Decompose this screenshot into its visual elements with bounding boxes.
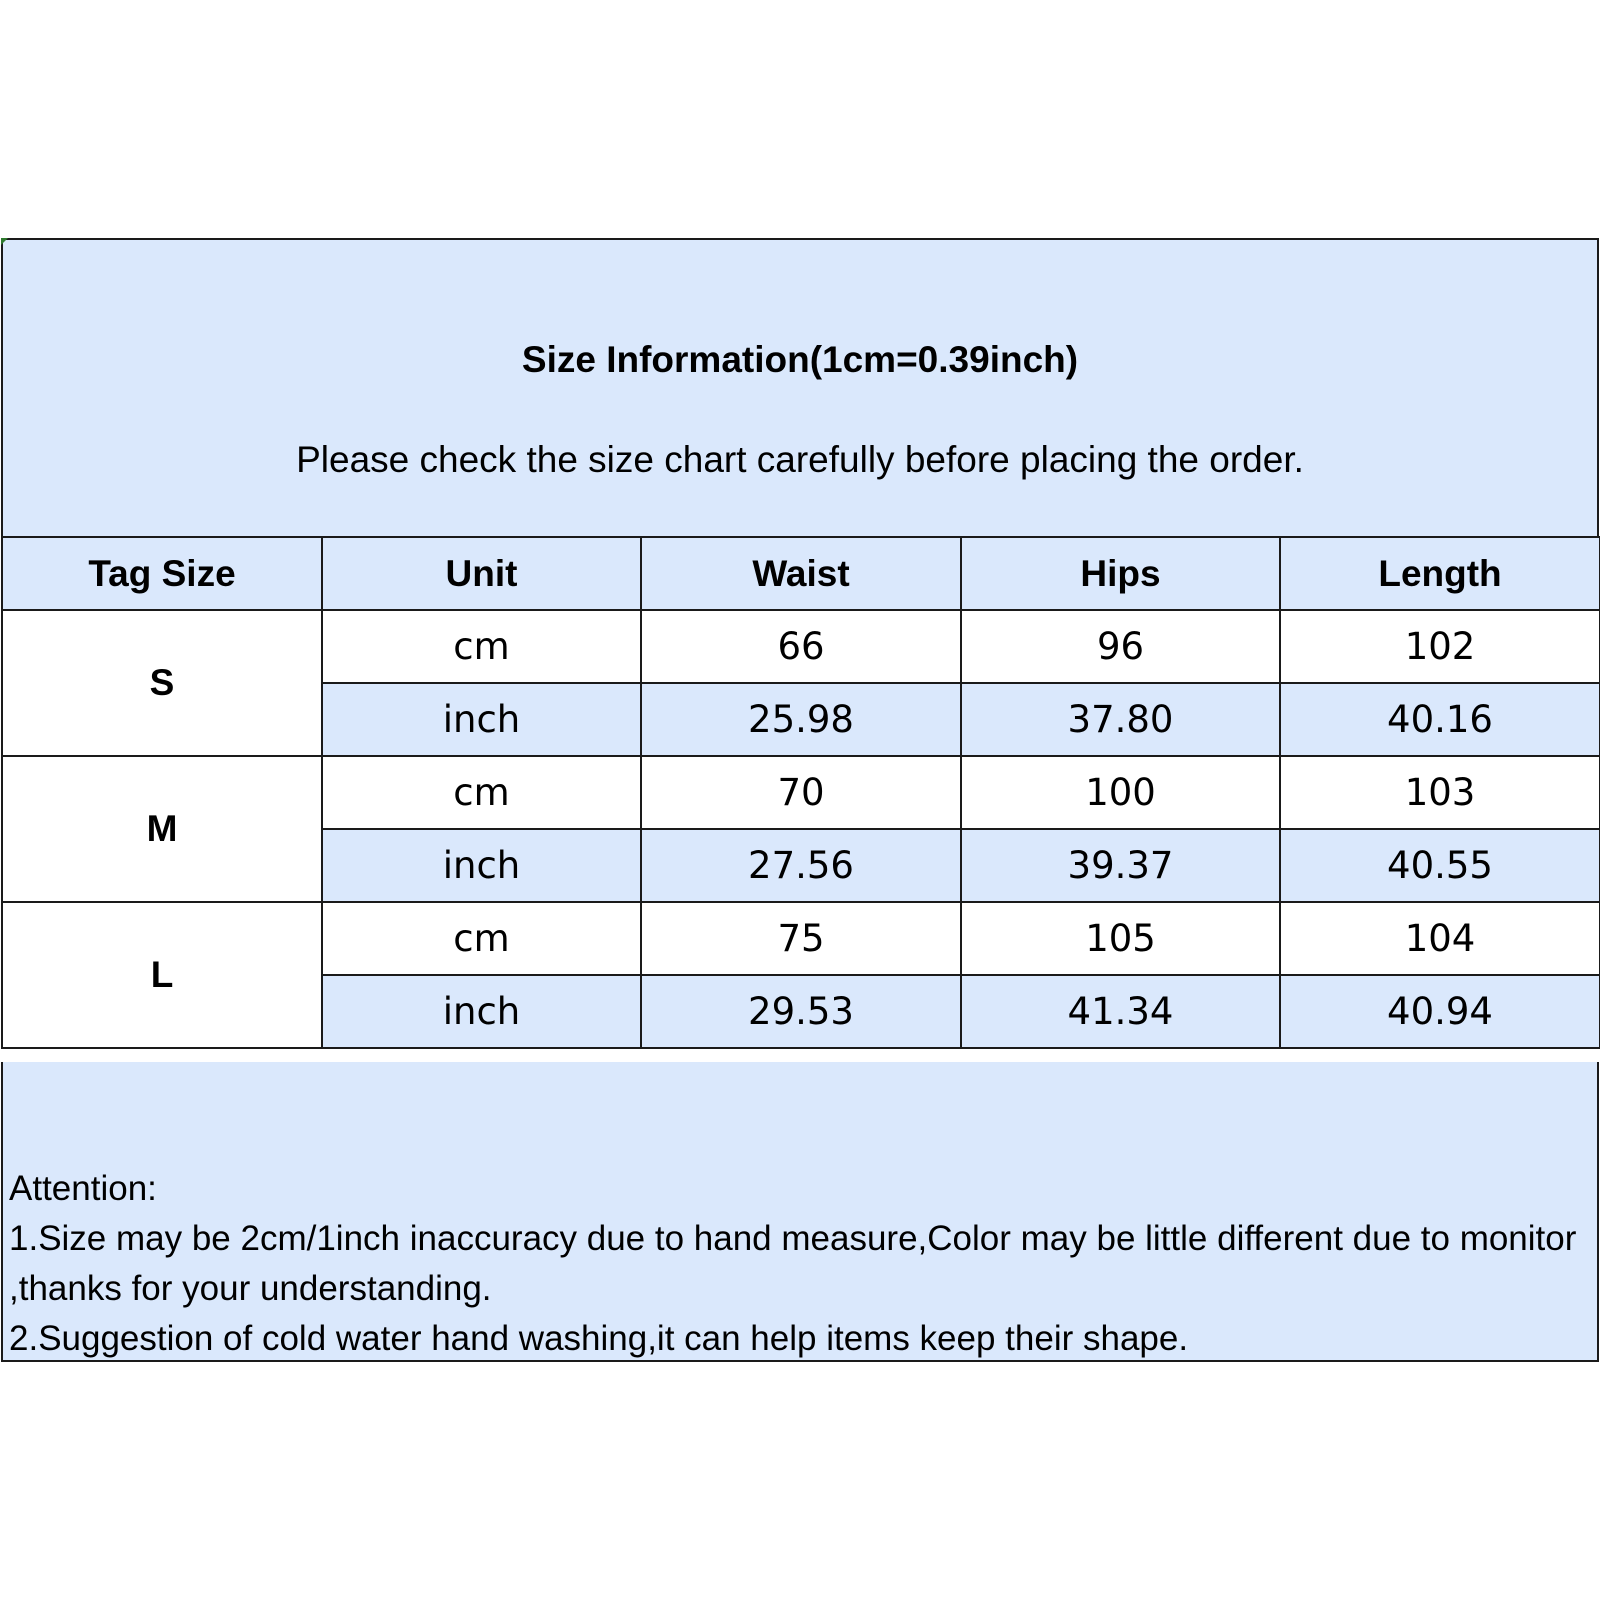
table-row bbox=[2, 902, 1600, 975]
header-unit: Unit bbox=[322, 537, 641, 610]
waist-cell: 27.56 bbox=[641, 829, 961, 902]
hips-cell: 105 bbox=[961, 902, 1280, 975]
unit-cell: inch bbox=[322, 829, 641, 902]
length-cell: 40.55 bbox=[1280, 829, 1600, 902]
size-chart bbox=[1, 238, 1599, 1358]
notes-heading: Attention: bbox=[9, 1169, 157, 1208]
waist-cell: 75 bbox=[641, 902, 961, 975]
length-cell: 103 bbox=[1280, 756, 1600, 829]
table-row bbox=[2, 610, 1600, 683]
size-table bbox=[1, 536, 1600, 1049]
table-row bbox=[2, 756, 1600, 829]
length-cell: 104 bbox=[1280, 902, 1600, 975]
unit-cell: inch bbox=[322, 683, 641, 756]
cell-corner-marker bbox=[1, 238, 8, 245]
waist-cell: 66 bbox=[641, 610, 961, 683]
page-title: Size Information(1cm=0.39inch) bbox=[521, 339, 1079, 380]
hips-cell: 37.80 bbox=[961, 683, 1280, 756]
unit-cell: inch bbox=[322, 975, 641, 1048]
table-header-row bbox=[2, 537, 1600, 610]
header-waist: Waist bbox=[641, 537, 961, 610]
length-cell: 40.94 bbox=[1280, 975, 1600, 1048]
notes-line-2: 2.Suggestion of cold water hand washing,it can help items keep their shape. bbox=[9, 1319, 1189, 1358]
notes-text bbox=[9, 1164, 1589, 1364]
waist-cell: 70 bbox=[641, 756, 961, 829]
unit-cell: cm bbox=[322, 902, 641, 975]
tag-size-cell: M bbox=[2, 756, 322, 902]
subtitle-block bbox=[1, 387, 1599, 538]
waist-cell: 29.53 bbox=[641, 975, 961, 1048]
header-length: Length bbox=[1280, 537, 1600, 610]
hips-cell: 39.37 bbox=[961, 829, 1280, 902]
title-block bbox=[1, 238, 1599, 389]
hips-cell: 100 bbox=[961, 756, 1280, 829]
unit-cell: cm bbox=[322, 610, 641, 683]
notes-block bbox=[1, 1062, 1599, 1362]
waist-cell: 25.98 bbox=[641, 683, 961, 756]
length-cell: 40.16 bbox=[1280, 683, 1600, 756]
subtitle: Please check the size chart carefully before placing the order. bbox=[296, 439, 1304, 480]
header-hips: Hips bbox=[961, 537, 1280, 610]
unit-cell: cm bbox=[322, 756, 641, 829]
hips-cell: 41.34 bbox=[961, 975, 1280, 1048]
tag-size-cell: L bbox=[2, 902, 322, 1048]
tag-size-cell: S bbox=[2, 610, 322, 756]
hips-cell: 96 bbox=[961, 610, 1280, 683]
header-tag-size: Tag Size bbox=[2, 537, 322, 610]
notes-line-1: 1.Size may be 2cm/1inch inaccuracy due to hand measure,Color may be little different due to monitor ,thanks for your understanding. bbox=[9, 1219, 1577, 1308]
length-cell: 102 bbox=[1280, 610, 1600, 683]
